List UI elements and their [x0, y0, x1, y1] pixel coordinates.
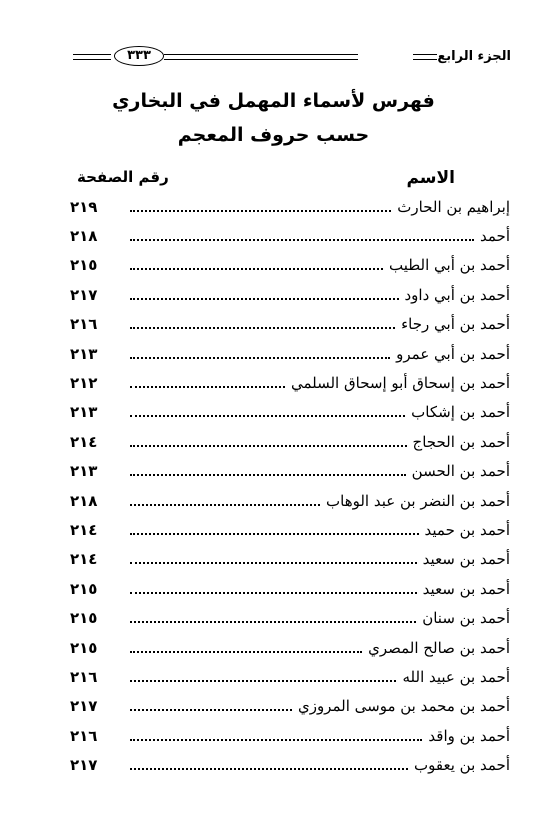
dot-leader [130, 768, 408, 770]
index-entry [70, 280, 510, 309]
dot-leader [130, 298, 399, 300]
header-rule-right [413, 54, 437, 60]
index-entry [70, 750, 510, 779]
entry-name: أحمد بن الحجاج [412, 432, 510, 451]
entry-name: أحمد [480, 227, 510, 246]
entry-name: أحمد بن النضر بن عبد الوهاب [326, 491, 510, 510]
entry-name: أحمد بن صالح المصري [368, 638, 510, 657]
index-entry [70, 692, 510, 721]
column-header-name: الاسم [406, 168, 455, 188]
index-entry [70, 398, 510, 427]
page-number: ٣٣٣ [114, 46, 164, 66]
entry-page-number: ٢١٩ [70, 197, 98, 216]
index-title: فهرس لأسماء المهمل في البخاري [112, 90, 435, 112]
index-entry [70, 457, 510, 486]
index-entry [70, 192, 510, 221]
dot-leader [130, 504, 320, 506]
index-entry [70, 721, 510, 750]
entry-name: أحمد بن حميد [424, 520, 510, 539]
entry-page-number: ٢١٦ [70, 315, 98, 334]
dot-leader [130, 445, 407, 447]
column-header-page: رقم الصفحة [77, 168, 169, 186]
dot-leader [130, 239, 474, 241]
dot-leader [130, 739, 422, 741]
entry-page-number: ٢١٤ [70, 550, 98, 569]
dot-leader [130, 415, 405, 417]
dot-leader [130, 651, 362, 653]
entry-name: أحمد بن عبيد الله [402, 667, 510, 686]
index-entry [70, 221, 510, 250]
index-entry [70, 574, 510, 603]
entry-name: أحمد بن سعيد [422, 550, 510, 569]
entry-page-number: ٢١٥ [70, 256, 98, 275]
entry-name: أحمد بن سنان [422, 609, 510, 628]
index-entry [70, 339, 510, 368]
entry-name: أحمد بن سعيد [422, 579, 510, 598]
dot-leader [130, 474, 406, 476]
entry-page-number: ٢١٦ [70, 667, 98, 686]
entry-page-number: ٢١٥ [70, 609, 98, 628]
index-entry [70, 310, 510, 339]
entry-name: أحمد بن أبي الطيب [388, 256, 510, 275]
entry-page-number: ٢١٤ [70, 520, 98, 539]
entry-page-number: ٢١٣ [70, 344, 98, 363]
entry-page-number: ٢١٥ [70, 638, 98, 657]
volume-label: الجزء الرابع [437, 49, 511, 64]
running-header [73, 44, 519, 74]
index-entry [70, 662, 510, 691]
entry-page-number: ٢١٨ [70, 491, 98, 510]
entry-name: أحمد بن الحسن [411, 462, 510, 481]
dot-leader [130, 709, 292, 711]
index-entry [70, 368, 510, 397]
entry-page-number: ٢١٣ [70, 403, 98, 422]
entry-page-number: ٢١٤ [70, 432, 98, 451]
index-entry [70, 251, 510, 280]
entry-page-number: ٢١٣ [70, 462, 98, 481]
entry-name: أحمد بن يعقوب [414, 756, 510, 775]
entry-name: أحمد بن أبي عمرو [396, 344, 510, 363]
entry-page-number: ٢١٧ [70, 756, 98, 775]
entry-name: أحمد بن واقد [428, 726, 510, 745]
entry-name: أحمد بن إشكاب [411, 403, 510, 422]
header-rule-middle [164, 54, 358, 60]
entry-page-number: ٢١٧ [70, 285, 98, 304]
dot-leader [130, 386, 285, 388]
index-subtitle: حسب حروف المعجم [177, 124, 370, 146]
entry-name: إبراهيم بن الحارث [397, 197, 510, 216]
entry-name: أحمد بن محمد بن موسى المروزي [297, 697, 510, 716]
index-entry [70, 515, 510, 544]
index-entry [70, 603, 510, 632]
index-entry [70, 427, 510, 456]
entry-name: أحمد بن أبي داود [404, 285, 510, 304]
dot-leader [130, 210, 391, 212]
dot-leader [130, 533, 419, 535]
entry-page-number: ٢١٥ [70, 579, 98, 598]
entry-name: أحمد بن أبي رجاء [401, 315, 510, 334]
entry-page-number: ٢١٢ [70, 374, 98, 393]
entry-page-number: ٢١٨ [70, 227, 98, 246]
header-rule-left [73, 54, 111, 60]
index-entry [70, 633, 510, 662]
index-entries [70, 192, 510, 780]
dot-leader [130, 592, 417, 594]
index-entry [70, 486, 510, 515]
dot-leader [130, 562, 417, 564]
dot-leader [130, 327, 395, 329]
entry-page-number: ٢١٦ [70, 726, 98, 745]
dot-leader [130, 621, 416, 623]
dot-leader [130, 268, 383, 270]
dot-leader [130, 680, 396, 682]
index-entry [70, 545, 510, 574]
entry-page-number: ٢١٧ [70, 697, 98, 716]
entry-name: أحمد بن إسحاق أبو إسحاق السلمي [290, 374, 510, 393]
dot-leader [130, 357, 390, 359]
